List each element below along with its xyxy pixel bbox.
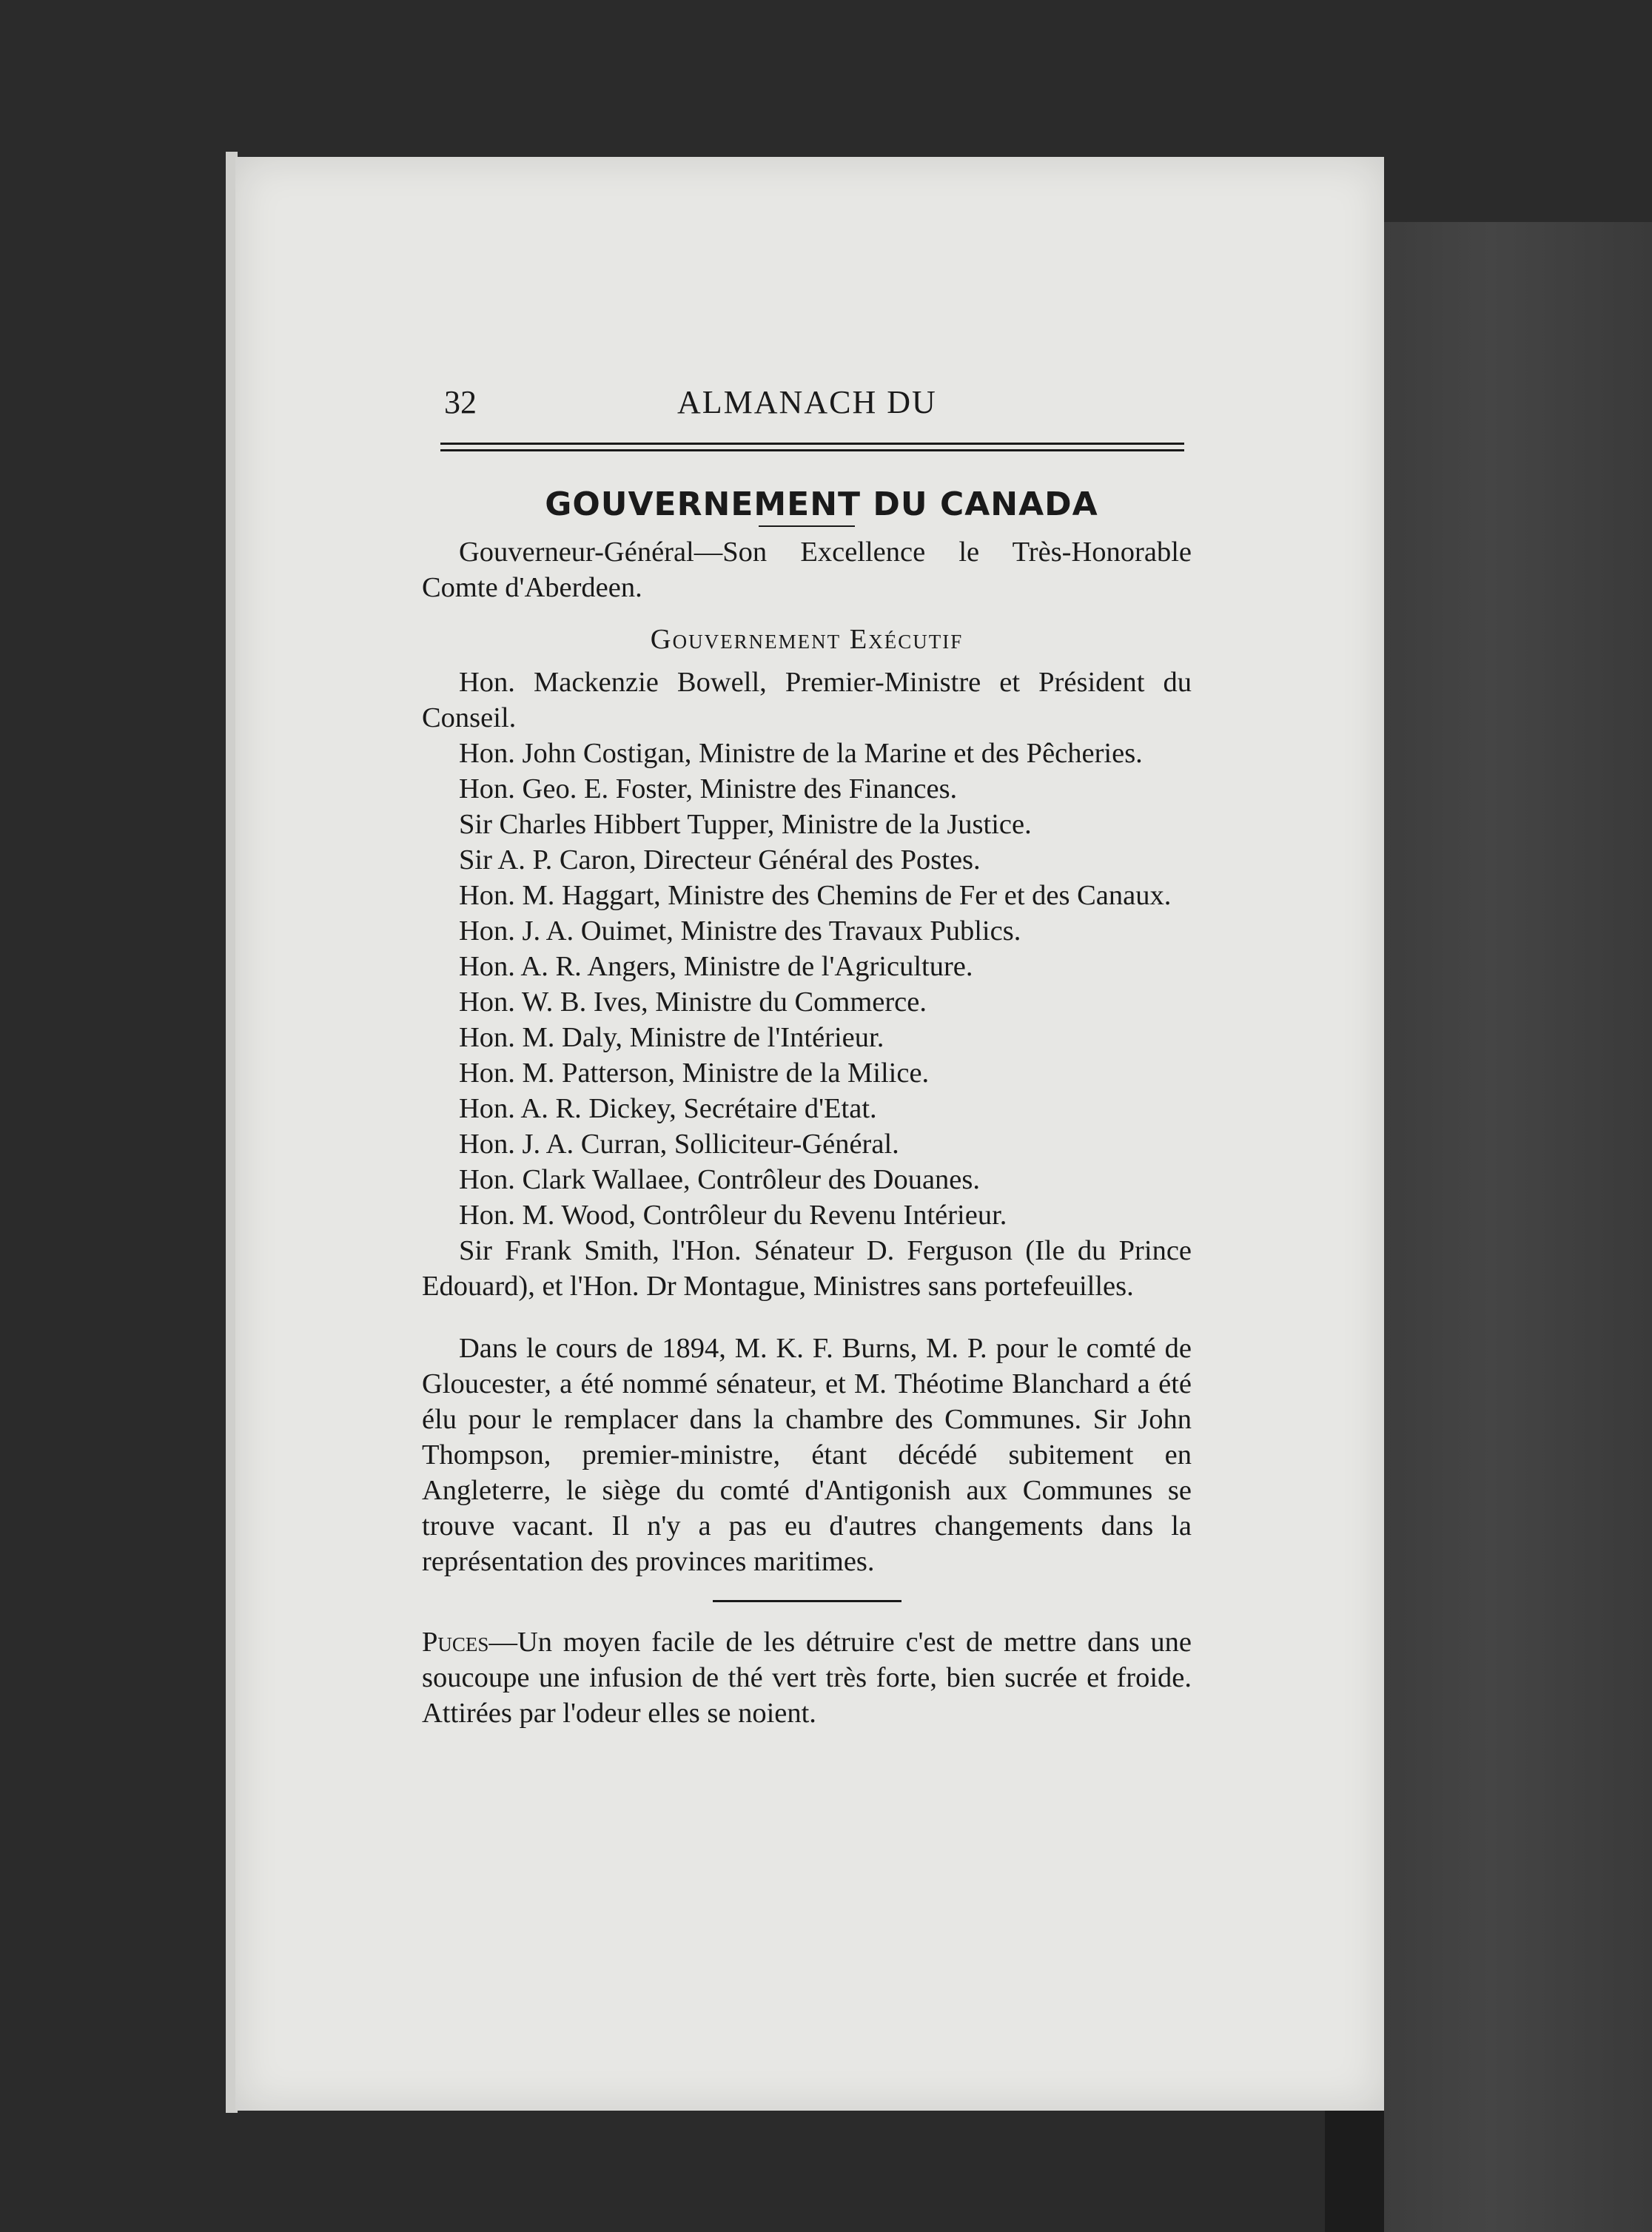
minister-entry: Hon. M. Haggart, Ministre des Chemins de Fer et des Canaux. xyxy=(459,880,1172,911)
minister-entry: Sir Charles Hibbert Tupper, Ministre de la Justice. xyxy=(459,809,1032,840)
section-heading: Gouvernement Exécutif xyxy=(650,624,964,655)
running-header xyxy=(422,385,1192,429)
spacer xyxy=(422,1304,1192,1323)
running-title: ALMANACH DU xyxy=(677,384,937,420)
minister-entry: Hon. M. Patterson, Ministre de la Milice. xyxy=(459,1058,930,1089)
minister-entry: Hon. Geo. E. Foster, Ministre des Finances. xyxy=(459,773,958,804)
note-paragraph xyxy=(422,1624,1192,1731)
minister-entry: Hon. M. Wood, Contrôleur du Revenu Intérieur. xyxy=(459,1200,1007,1231)
note-label: Puces xyxy=(422,1627,489,1658)
ministers-list xyxy=(422,665,1192,1304)
minister-entry: Sir A. P. Caron, Directeur Général des Postes. xyxy=(459,844,981,875)
minister-entry: Hon. J. A. Curran, Solliciteur-Général. xyxy=(459,1129,899,1160)
changes-paragraph: Dans le cours de 1894, M. K. F. Burns, M. P. pour le comté de Gloucester, a été nommé sénateur, et M. Théotime Blanchard a été élu pour le remplacer dans la chambre des Communes. Sir John Thompson, premier-ministre, étant décédé subitement en Angleterre, le siège du comté d'Antigonish aux Communes se trouve vacant. Il n'y a pas eu d'autres changements dans la représentation des provinces maritimes. xyxy=(422,1333,1192,1577)
minister-entry: Sir Frank Smith, l'Hon. Sénateur D. Ferguson (Ile du Prince Edouard), et l'Hon. Dr Montague, Ministres sans portefeuilles. xyxy=(422,1235,1192,1302)
title-underline xyxy=(759,525,855,527)
header-double-rule xyxy=(440,443,1184,451)
background-right-area xyxy=(1384,222,1652,2232)
page-title: GOUVERNEMENT DU CANADA xyxy=(545,485,1098,523)
page-content xyxy=(422,385,1192,1731)
page-number: 32 xyxy=(444,384,477,420)
minister-entry: Hon. W. B. Ives, Ministre du Commerce. xyxy=(459,986,927,1018)
minister-entry: Hon. Mackenzie Bowell, Premier-Ministre et Président du Conseil. xyxy=(422,667,1192,733)
minister-entry: Hon. J. A. Ouimet, Ministre des Travaux Publics. xyxy=(459,915,1021,947)
minister-entry: Hon. John Costigan, Ministre de la Marine et des Pêcheries. xyxy=(459,738,1143,769)
minister-entry: Hon. Clark Wallaee, Contrôleur des Douanes. xyxy=(459,1164,980,1195)
section-divider xyxy=(713,1600,901,1602)
governor-general-paragraph: Gouverneur-Général—Son Excellence le Très-Honorable Comte d'Aberdeen. xyxy=(422,537,1192,603)
note-text: —Un moyen facile de les détruire c'est de mettre dans une soucoupe une infusion de thé vert très forte, bien sucrée et froide. Attirées par l'odeur elles se noient. xyxy=(422,1627,1192,1729)
minister-entry: Hon. A. R. Angers, Ministre de l'Agriculture. xyxy=(459,951,973,982)
minister-entry: Hon. M. Daly, Ministre de l'Intérieur. xyxy=(459,1022,884,1053)
minister-entry: Hon. A. R. Dickey, Secrétaire d'Etat. xyxy=(459,1093,877,1124)
